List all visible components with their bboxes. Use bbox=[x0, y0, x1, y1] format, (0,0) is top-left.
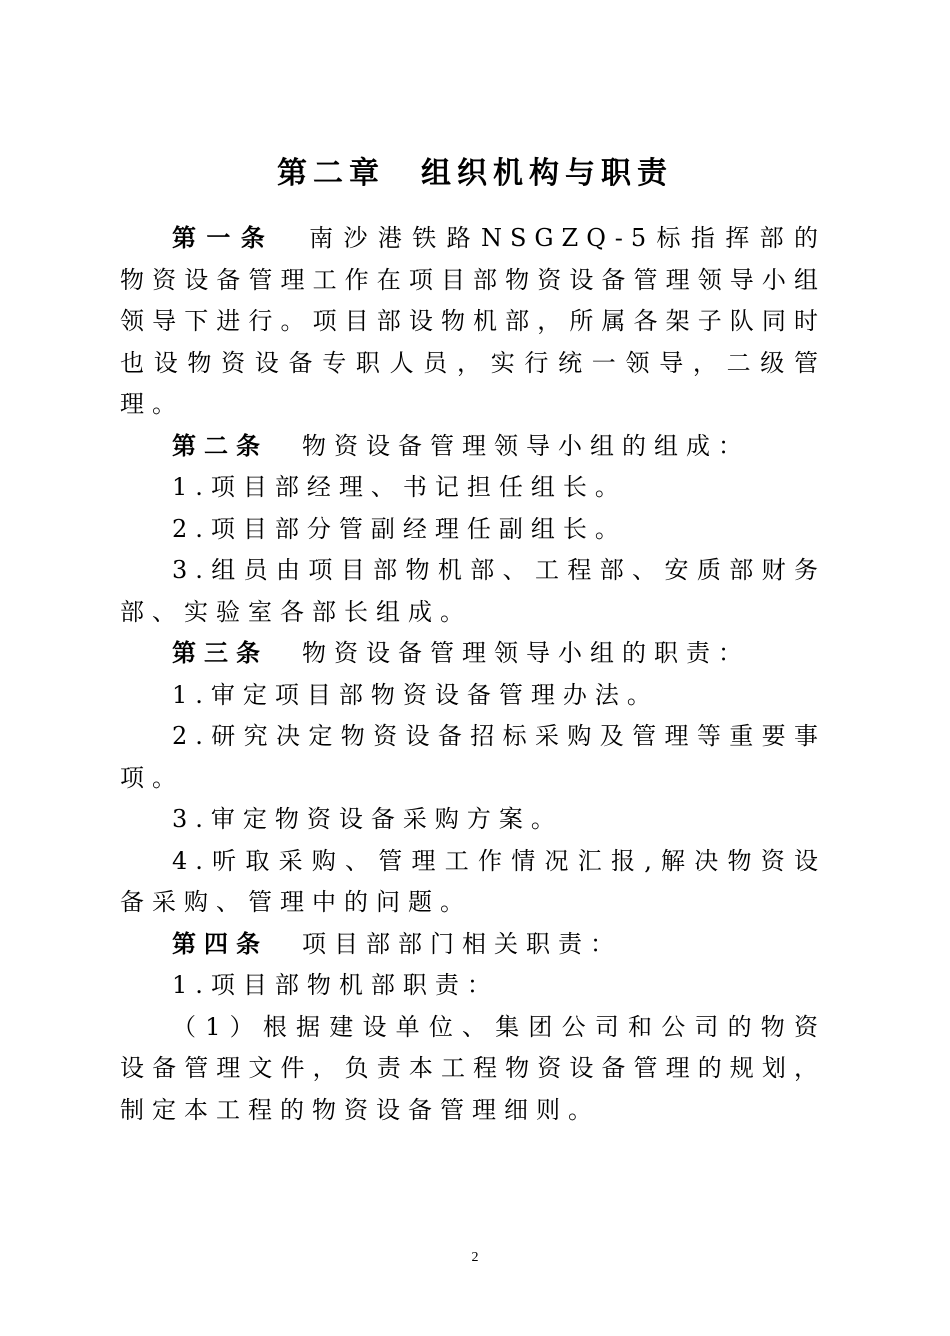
article-text: 南沙港铁路NSGZQ-5标指挥部的物资设备管理工作在项目部物资设备管理领导小组领导下进行。项目部设物机部，所属各架子队同时也设物资设备专职人员，实行统一领导，二级管理。 bbox=[120, 224, 826, 418]
article-3 bbox=[120, 633, 826, 675]
list-item: 2.项目部分管副经理任副组长。 bbox=[172, 514, 627, 543]
document-body bbox=[120, 218, 826, 1131]
article-1 bbox=[120, 218, 826, 426]
article-2 bbox=[120, 426, 826, 468]
article-label: 第四条 bbox=[172, 929, 268, 958]
list-item: 1.项目部物机部职责： bbox=[172, 971, 499, 999]
article-text: 项目部部门相关职责： bbox=[302, 929, 622, 958]
list-item: 1.项目部经理、书记担任组长。 bbox=[172, 473, 627, 501]
list-item: 4.听取采购、管理工作情况汇报,解决物资设备采购、管理中的问题。 bbox=[120, 846, 826, 916]
list-item: （1）根据建设单位、集团公司和公司的物资设备管理文件，负责本工程物资设备管理的规划，制定本工程的物资设备管理细则。 bbox=[120, 1012, 826, 1124]
list-item: 1.审定项目部物资设备管理办法。 bbox=[172, 680, 659, 709]
list-item: 3.审定物资设备采购方案。 bbox=[172, 805, 563, 833]
article-label: 第一条 bbox=[172, 224, 276, 252]
article-text: 物资设备管理领导小组的组成： bbox=[302, 431, 750, 460]
list-item: 2.研究决定物资设备招标采购及管理等重要事项。 bbox=[120, 722, 826, 792]
article-label: 第二条 bbox=[172, 431, 268, 460]
article-label: 第三条 bbox=[172, 639, 268, 667]
article-4 bbox=[120, 924, 826, 966]
chapter-title: 第二章 组织机构与职责 bbox=[277, 156, 673, 191]
page-number: 2 bbox=[471, 1250, 479, 1265]
list-item: 3.组员由项目部物机部、工程部、安质部财务部、实验室各部长组成。 bbox=[120, 556, 826, 626]
article-text: 物资设备管理领导小组的职责： bbox=[302, 639, 750, 667]
